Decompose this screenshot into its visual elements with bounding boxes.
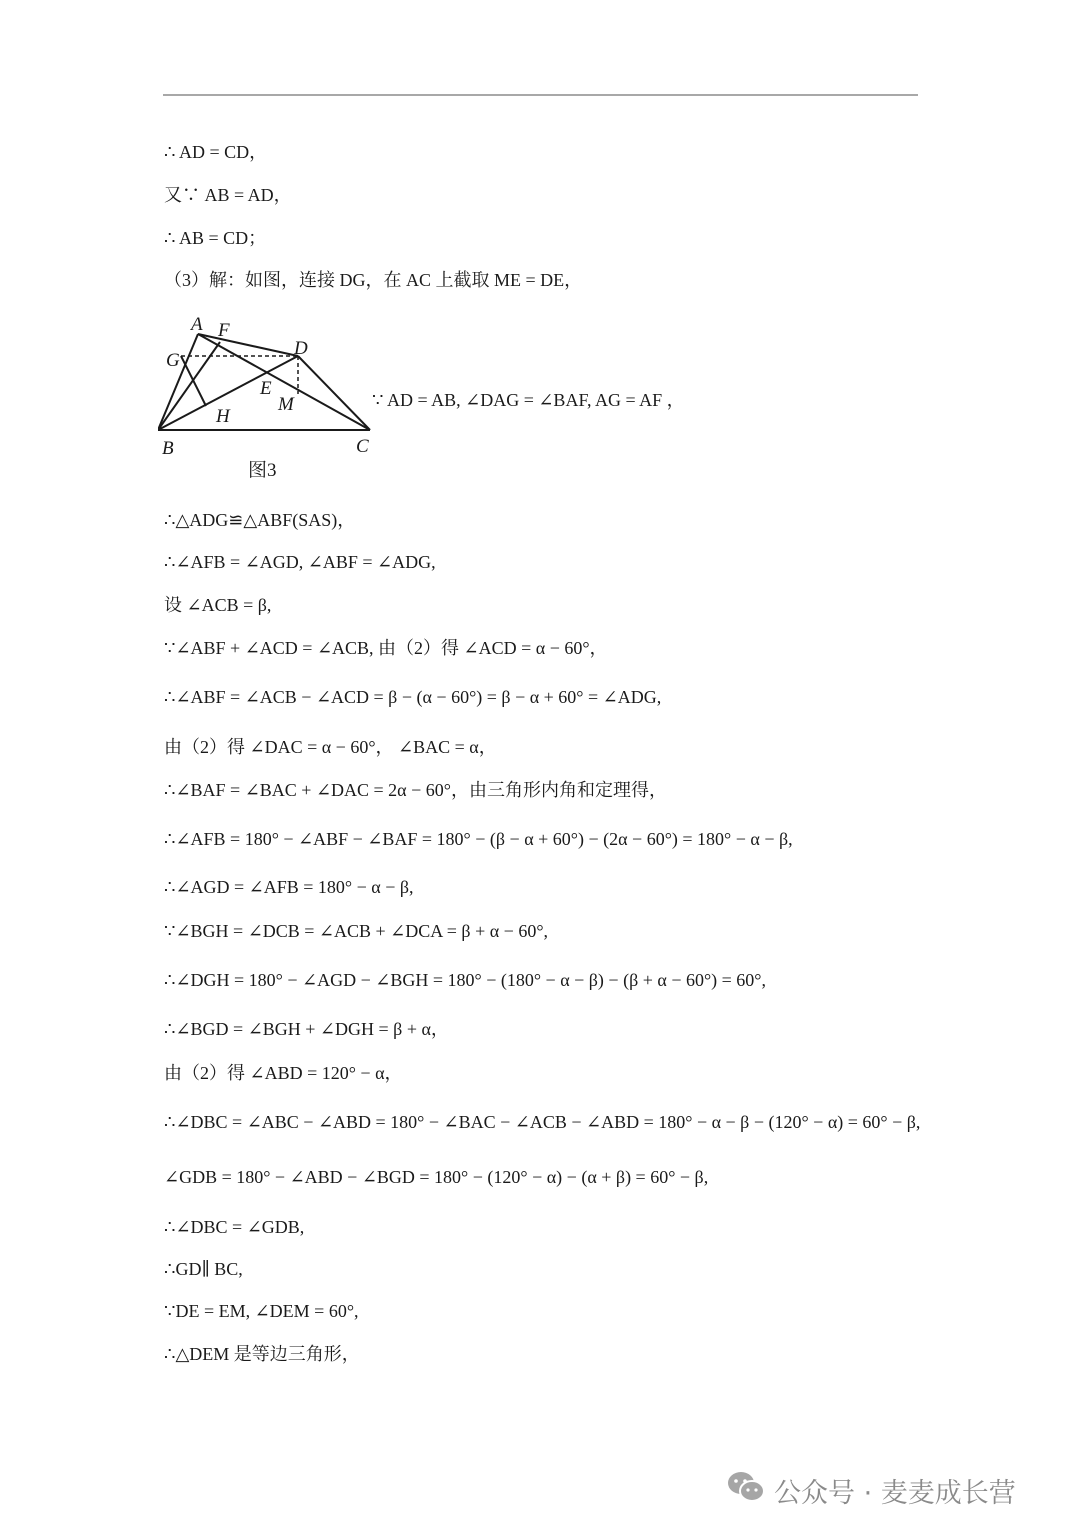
svg-text:M: M	[278, 394, 294, 415]
svg-text:G: G	[166, 350, 180, 371]
footer-watermark	[726, 1470, 1016, 1511]
svg-text:C: C	[356, 436, 369, 457]
footer-account-name: 公众号 · 麦麦成长营	[774, 1478, 1016, 1509]
solution-line: 由（2）得 ∠ABD = 120° − α，	[164, 1063, 403, 1083]
solution-line: ∴△ADG≌△ABF(SAS)，	[164, 510, 356, 530]
svg-text:A: A	[191, 314, 203, 335]
solution-line: ∴∠DBC = ∠ABC − ∠ABD = 180° − ∠BAC − ∠ACB − ∠ABD = 180° − α − β − (120° − α) = 60° − β,	[164, 1112, 921, 1132]
solution-line: ∵DE = EM, ∠DEM = 60°,	[164, 1301, 359, 1321]
figure-caption: 图3	[248, 460, 277, 481]
solution-line: 又∵ AB = AD，	[164, 185, 292, 205]
wechat-icon	[726, 1470, 766, 1511]
solution-line: ∴∠ABF = ∠ACB − ∠ACD = β − (α − 60°) = β − α + 60° = ∠ADG,	[164, 687, 662, 707]
svg-text:E: E	[260, 378, 272, 399]
solution-line: ∴∠BAF = ∠BAC + ∠DAC = 2α − 60°，由三角形内角和定理得，	[164, 780, 667, 800]
svg-text:H: H	[216, 406, 230, 427]
solution-line: ∴∠AFB = ∠AGD, ∠ABF = ∠ADG,	[164, 552, 436, 572]
solution-line: ∴∠AFB = 180° − ∠ABF − ∠BAF = 180° − (β − α + 60°) − (2α − 60°) = 180° − α − β,	[164, 829, 793, 849]
solution-line: ∴GD∥ BC,	[164, 1259, 243, 1279]
solution-line: 设 ∠ACB = β,	[164, 595, 272, 615]
solution-line: （3）解：如图，连接 DG，在 AC 上截取 ME = DE，	[164, 270, 583, 290]
solution-line: ∴∠DGH = 180° − ∠AGD − ∠BGH = 180° − (180° − α − β) − (β + α − 60°) = 60°,	[164, 970, 767, 990]
solution-line: ∴∠AGD = ∠AFB = 180° − α − β,	[164, 877, 414, 897]
solution-line: ∴ AD = CD，	[164, 142, 268, 162]
solution-line: ∴∠DBC = ∠GDB,	[164, 1217, 305, 1237]
header-rule	[163, 94, 918, 96]
svg-text:B: B	[162, 438, 174, 459]
svg-text:D: D	[294, 338, 308, 359]
solution-line: 由（2）得 ∠DAC = α − 60°， ∠BAC = α，	[164, 737, 497, 757]
solution-line: ∴△DEM 是等边三角形，	[164, 1344, 360, 1364]
solution-line: ∵∠ABF + ∠ACD = ∠ACB, 由（2）得 ∠ACD = α − 60°，	[164, 638, 608, 658]
solution-line: ∵∠BGH = ∠DCB = ∠ACB + ∠DCA = β + α − 60°,	[164, 921, 549, 941]
solution-line: ∴ AB = CD；	[164, 228, 267, 248]
solution-line: ∠GDB = 180° − ∠ABD − ∠BGD = 180° − (120° − α) − (α + β) = 60° − β,	[164, 1167, 709, 1187]
solution-line: ∴∠BGD = ∠BGH + ∠DGH = β + α，	[164, 1019, 449, 1039]
figure-statement: ∵ AD = AB, ∠DAG = ∠BAF, AG = AF ，	[372, 390, 685, 410]
svg-text:F: F	[218, 320, 230, 341]
